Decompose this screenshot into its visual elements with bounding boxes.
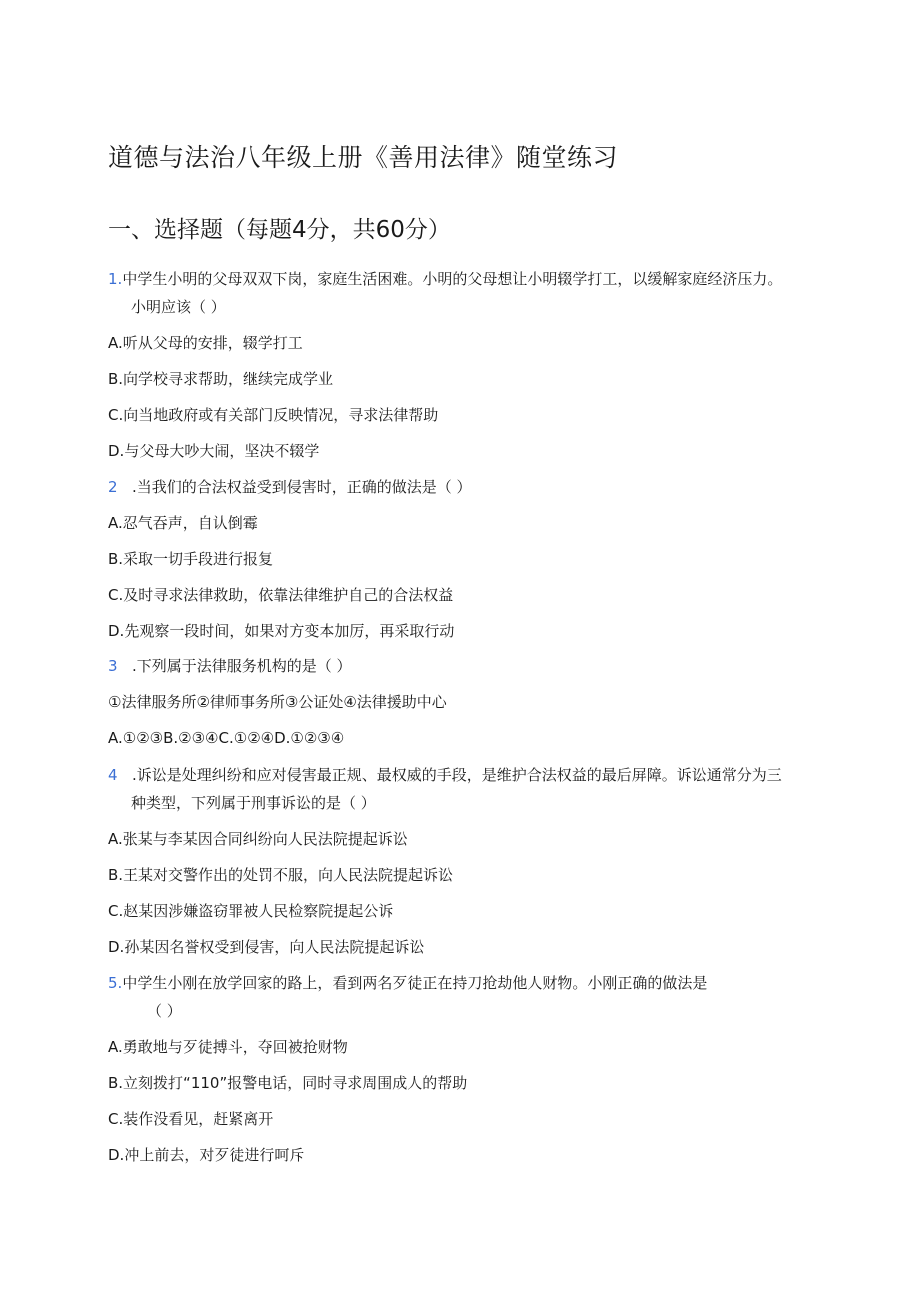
option-a: A.张某与李某因合同纠纷向人民法院提起诉讼 <box>108 830 408 848</box>
option-c: C.及时寻求法律救助，依靠法律维护自己的合法权益 <box>108 586 454 604</box>
question-3 <box>108 655 352 677</box>
document-title: 道德与法治八年级上册《善用法律》随堂练习 <box>108 143 619 172</box>
question-number: 4 <box>108 766 118 784</box>
question-text: 中学生小刚在放学回家的路上，看到两名歹徒正在持刀抢劫他人财物。小刚正确的做法是 <box>122 974 708 992</box>
option-c: C.赵某因涉嫌盗窃罪被人民检察院提起公诉 <box>108 902 394 920</box>
question-text: .当我们的合法权益受到侵害时，正确的做法是（ ） <box>132 478 472 496</box>
option-b: B.向学校寻求帮助，继续完成学业 <box>108 370 334 388</box>
option-d: D.冲上前去，对歹徒进行呵斥 <box>108 1146 305 1164</box>
question-text: .下列属于法律服务机构的是（ ） <box>132 657 352 675</box>
option-b: B.立刻拨打“110”报警电话，同时寻求周围成人的帮助 <box>108 1074 468 1092</box>
question-4 <box>108 764 782 786</box>
question-2 <box>108 476 472 498</box>
section-heading: 一、选择题（每题4分，共60分） <box>108 217 451 243</box>
option-c: C.向当地政府或有关部门反映情况，寻求法律帮助 <box>108 406 439 424</box>
option-c: C.装作没看见，赶紧离开 <box>108 1110 274 1128</box>
question-text: 中学生小明的父母双双下岗，家庭生活困难。小明的父母想让小明辍学打工，以缓解家庭经济压力。 <box>122 270 783 288</box>
question-statements: ①法律服务所②律师事务所③公证处④法律援助中心 <box>108 693 447 711</box>
question-number: 5. <box>108 974 123 992</box>
question-5 <box>108 972 707 994</box>
option-d: D.与父母大吵大闹，坚决不辍学 <box>108 442 320 460</box>
option-d: D.孙某因名誉权受到侵害，向人民法院提起诉讼 <box>108 938 425 956</box>
option-a: A.勇敢地与歹徒搏斗，夺回被抢财物 <box>108 1038 348 1056</box>
option-b: B.王某对交警作出的处罚不服，向人民法院提起诉讼 <box>108 866 454 884</box>
options-line: A.①②③B.②③④C.①②④D.①②③④ <box>108 729 345 747</box>
question-text-continued: 小明应该（ ） <box>131 298 226 316</box>
question-number: 3 <box>108 657 118 675</box>
option-a: A.听从父母的安排，辍学打工 <box>108 334 303 352</box>
question-1 <box>108 268 782 290</box>
option-d: D.先观察一段时间，如果对方变本加厉，再采取行动 <box>108 622 455 640</box>
option-a: A.忍气吞声，自认倒霉 <box>108 514 258 532</box>
option-b: B.采取一切手段进行报复 <box>108 550 274 568</box>
question-number: 2 <box>108 478 118 496</box>
question-number: 1. <box>108 270 123 288</box>
question-text-continued: （ ） <box>147 1002 182 1020</box>
question-text: .诉讼是处理纠纷和应对侵害最正规、最权威的手段，是维护合法权益的最后屏障。诉讼通常分为三 <box>132 766 782 784</box>
question-text-continued: 种类型，下列属于刑事诉讼的是（ ） <box>131 794 376 812</box>
